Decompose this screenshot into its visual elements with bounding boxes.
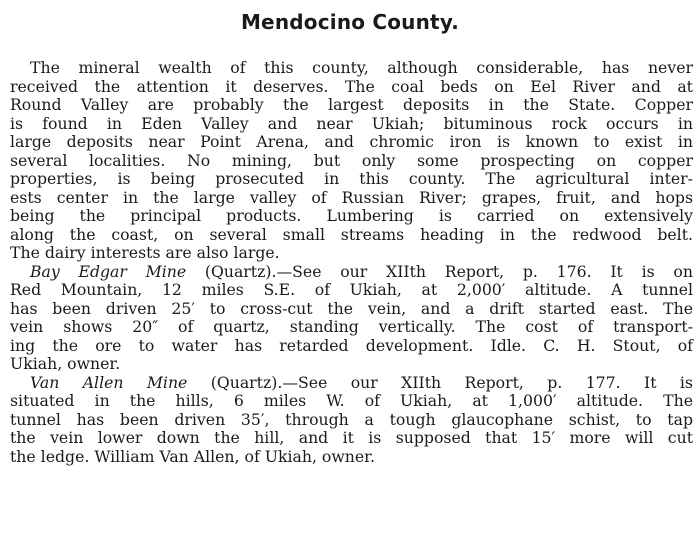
text-line: ing the ore to water has retarded development. Idle. C. H. Stout, of [10, 335, 693, 355]
text-line: Red Mountain, 12 miles S.E. of Ukiah, at 2,000′ altitude. A tunnel [10, 280, 693, 299]
text-line: Ukiah, owner. [10, 354, 121, 373]
text-line: vein shows 20″ of quartz, standing vertically. The cost of transport- [10, 317, 693, 336]
text-line: tunnel has been driven 35′, through a tough glaucophane schist, to tap [10, 409, 693, 429]
text-line: several localities. No mining, but only some prospecting on copper [10, 150, 693, 170]
mine-intro: (Quartz).—See our XIIth Report, p. 176. It is on [186, 261, 693, 281]
text-line: situated in the hills, 6 miles W. of Ukiah, at 1,000′ altitude. The [10, 391, 693, 410]
text-line: the ledge. William Van Allen, of Ukiah, owner. [10, 446, 375, 466]
text-line: Round Valley are probably the largest deposits in the State. Copper [10, 95, 693, 114]
text-line [10, 263, 693, 282]
text-line: received the attention it deserves. The coal beds on Eel River and at [10, 76, 693, 96]
text-line: has been driven 25′ to cross-cut the vein, and a drift started east. The [10, 298, 693, 318]
text-line: along the coast, on several small streams heading in the redwood belt. [10, 224, 693, 244]
text-line: is found in Eden Valley and near Ukiah; bituminous rock occurs in [10, 113, 693, 133]
text-line: The mineral wealth of this county, although considerable, has never [30, 58, 693, 77]
text-line: the vein lower down the hill, and it is supposed that 15′ more will cut [10, 428, 693, 447]
page-title: Mendocino County. [240, 10, 460, 34]
text-line: being the principal products. Lumbering is carried on extensively [10, 206, 693, 225]
bay-edgar-mine-paragraph [10, 263, 693, 374]
text-line: The dairy interests are also large. [10, 243, 280, 262]
intro-paragraph [10, 59, 693, 263]
mine-intro: (Quartz).—See our XIIth Report, p. 177. It is [187, 372, 693, 392]
text-line: large deposits near Point Arena, and chromic iron is known to exist in [10, 132, 693, 151]
mine-name: Bay Edgar Mine [30, 261, 187, 281]
text-line: properties, is being prosecuted in this county. The agricultural inter- [10, 169, 693, 188]
document-body [10, 59, 693, 466]
text-line [10, 374, 693, 393]
van-allen-mine-paragraph [10, 374, 693, 467]
text-line: ests center in the large valley of Russian River; grapes, fruit, and hops [10, 187, 693, 207]
mine-name: Van Allen Mine [30, 372, 188, 392]
